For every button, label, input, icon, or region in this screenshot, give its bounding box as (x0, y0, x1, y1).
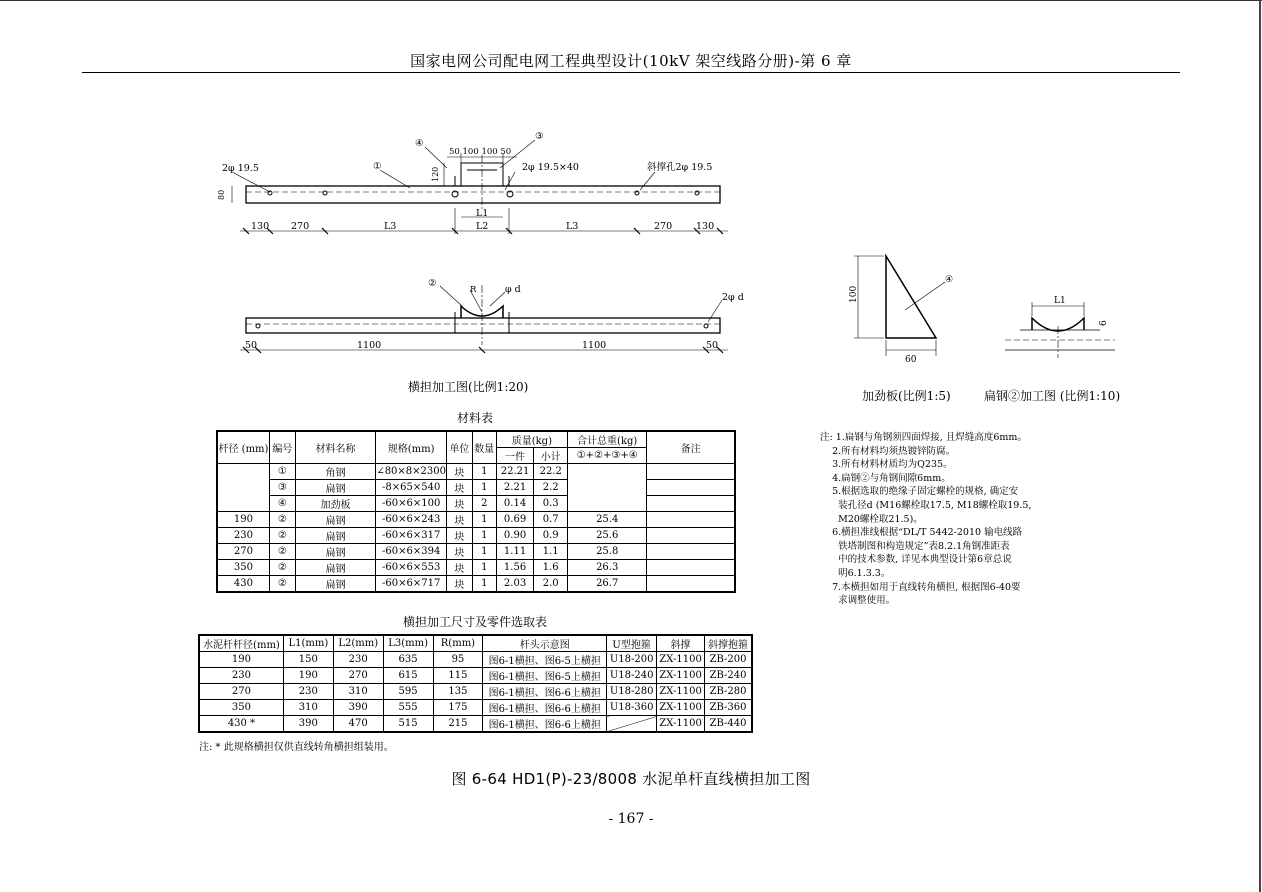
mt-cell: 25.8 (568, 544, 647, 560)
table-row (218, 528, 735, 544)
mt-cell: ② (269, 576, 295, 592)
table-row (200, 668, 752, 684)
label-dim-120: 120 (431, 166, 440, 182)
st-cell: 图6-1横担、图6-6上横担 (483, 684, 607, 700)
mt-cell: -60×6×717 (376, 576, 447, 592)
st-cell: 270 (333, 668, 383, 684)
mt-cell: 2.03 (496, 576, 534, 592)
mt-cell: 1 (472, 480, 496, 496)
label-r: R (470, 285, 477, 295)
st-cell: U18-200 (607, 652, 657, 668)
mt-cell: 190 (218, 512, 270, 528)
table-row (218, 576, 735, 592)
mt-h-mass: 质量(kg) (496, 432, 567, 448)
mt-cell: 扁钢 (295, 512, 376, 528)
table-row (218, 512, 735, 528)
mt-remark (647, 576, 735, 592)
st-h-r: R(mm) (433, 636, 483, 652)
mt-cell: 块 (447, 496, 473, 512)
st-h-head: 杆头示意图 (483, 636, 607, 652)
mt-cell: -60×6×553 (376, 560, 447, 576)
st-cell: 图6-1横担、图6-5上横担 (483, 652, 607, 668)
mt-cell: 26.3 (568, 560, 647, 576)
mt-h-total: 合计总重(kg) (568, 432, 647, 448)
mt-cell: 1 (472, 560, 496, 576)
label-brace-hole: 斜撑孔2φ 19.5 (647, 162, 713, 173)
table-row (200, 716, 752, 732)
material-table-title: 材料表 (456, 411, 493, 425)
mt-cell: 1 (472, 512, 496, 528)
mt-cell: 1 (472, 576, 496, 592)
st-cell: 515 (383, 716, 433, 732)
st-cell: 215 (433, 716, 483, 732)
mt-cell: 0.90 (496, 528, 534, 544)
mt-cell: 块 (447, 560, 473, 576)
mt-cell: 230 (218, 528, 270, 544)
st-cell: 230 (283, 684, 333, 700)
stiffener-dim-100: 100 (849, 285, 859, 303)
mt-cell: ③ (269, 480, 295, 496)
st-cell: 230 (200, 668, 284, 684)
st-cell: 95 (433, 652, 483, 668)
table-row (218, 480, 735, 496)
mt-cell: 22.21 (496, 464, 534, 480)
st-cell: U18-360 (607, 700, 657, 716)
flat-steel-drawing (1000, 290, 1120, 360)
mt-cell: 扁钢 (295, 576, 376, 592)
label-callout-1: ① (373, 161, 382, 172)
mt-remark (647, 544, 735, 560)
page-header-title: 国家电网公司配电网工程典型设计(10kV 架空线路分册)-第 6 章 (410, 52, 852, 70)
st-cell: 230 (333, 652, 383, 668)
st-cell: 350 (200, 700, 284, 716)
mt-cell: ② (269, 544, 295, 560)
mt-cell: 1 (472, 464, 496, 480)
st-cell: ZX-1100 (657, 716, 705, 732)
mt-remark (647, 560, 735, 576)
st-cell: 390 (283, 716, 333, 732)
mt-remark (647, 512, 735, 528)
mt-h-mass-sub: 小计 (534, 448, 568, 464)
bottom-view-beam (246, 285, 720, 345)
st-cell: ZB-280 (705, 684, 752, 700)
st-cell: ZX-1100 (657, 668, 705, 684)
mt-h-no: 编号 (269, 432, 295, 464)
mt-cell: 430 (218, 576, 270, 592)
mt-cell: 2.0 (534, 576, 568, 592)
st-cell: 115 (433, 668, 483, 684)
mt-cell: -60×6×317 (376, 528, 447, 544)
label-callout-4: ④ (415, 138, 424, 149)
st-h-l2: L2(mm) (333, 636, 383, 652)
mt-cell: ② (269, 528, 295, 544)
mt-cell: 块 (447, 512, 473, 528)
st-cell: 595 (383, 684, 433, 700)
mt-h-spec: 规格(mm) (376, 432, 447, 464)
mt-cell: 块 (447, 480, 473, 496)
mt-cell: 块 (447, 464, 473, 480)
mt-remark (647, 480, 735, 496)
st-cell: ZB-200 (705, 652, 752, 668)
st-cell: ZX-1100 (657, 700, 705, 716)
table-row (200, 684, 752, 700)
stiffener-callout: ④ (945, 275, 954, 285)
selection-table (199, 635, 752, 732)
note-line: 铁塔制图和构造规定”表8.2.1角钢准距表 (820, 540, 1010, 552)
st-cell: 270 (200, 684, 284, 700)
mt-cell: 1 (472, 544, 496, 560)
label-l2: L2 (476, 221, 489, 232)
material-table (217, 431, 735, 592)
mt-cell: 350 (218, 560, 270, 576)
label-hole-mid: 2φ 19.5×40 (522, 162, 579, 173)
mt-blank-dia (218, 464, 270, 512)
mt-cell: ④ (269, 496, 295, 512)
note-line: 3.所有材料材质均为Q235。 (820, 459, 953, 471)
mt-remark (647, 528, 735, 544)
mt-cell: ∠80×8×2300 (376, 464, 447, 480)
st-cell: 310 (333, 684, 383, 700)
label-d50-left: 50 (245, 340, 258, 351)
st-cell: 310 (283, 700, 333, 716)
label-d1100-right: 1100 (582, 340, 607, 351)
label-top-dims: 50 100 100 50 (449, 147, 512, 157)
mt-cell: 1.56 (496, 560, 534, 576)
st-cell: ZB-440 (705, 716, 752, 732)
st-cell: U18-240 (607, 668, 657, 684)
page-number: - 167 - (608, 811, 654, 827)
st-cell: 135 (433, 684, 483, 700)
note-line: 中的技术参数, 详见本典型设计第6章总说 (820, 554, 1012, 566)
table-row (200, 700, 752, 716)
st-cell: 190 (200, 652, 284, 668)
mt-cell: 0.7 (534, 512, 568, 528)
mt-cell: -8×65×540 (376, 480, 447, 496)
note-line: 明6.1.3.3。 (820, 567, 891, 579)
mt-cell: -60×6×100 (376, 496, 447, 512)
mt-cell: 2 (472, 496, 496, 512)
note-line: 求调整使用。 (820, 595, 896, 607)
mt-h-name: 材料名称 (295, 432, 376, 464)
label-dim-80: 80 (217, 189, 226, 200)
st-h-l3: L3(mm) (383, 636, 433, 652)
mt-cell: ① (269, 464, 295, 480)
mt-cell: 1 (472, 528, 496, 544)
st-h-brace-clamp: 斜撑抱箍 (705, 636, 752, 652)
mt-cell: 0.69 (496, 512, 534, 528)
mt-h-mass-each: 一件 (496, 448, 534, 464)
mt-cell: 1.1 (534, 544, 568, 560)
table-row (218, 496, 735, 512)
label-2phi-d: 2φ d (722, 292, 744, 303)
note-line: 装孔径d (M16螺栓取17.5, M18螺栓取19.5, (820, 499, 1032, 511)
mt-cell: ② (269, 560, 295, 576)
mt-cell: 1.6 (534, 560, 568, 576)
note-line: 5.根据选取的绝缘子固定螺栓的规格, 确定安 (820, 486, 1019, 498)
mt-cell: -60×6×243 (376, 512, 447, 528)
stiffener-dim-60: 60 (905, 355, 917, 365)
st-cell: 635 (383, 652, 433, 668)
note-line: 4.扁钢②与角钢间隙6mm。 (820, 472, 951, 484)
flat-steel-l1: L1 (1054, 296, 1066, 306)
note-line: 2.所有材料均须热镀锌防腐。 (820, 445, 956, 457)
st-cell: 555 (383, 700, 433, 716)
mt-cell: 加劲板 (295, 496, 376, 512)
st-cell: 图6-1横担、图6-5上横担 (483, 668, 607, 684)
mt-h-remark: 备注 (647, 432, 735, 464)
mt-cell: 26.7 (568, 576, 647, 592)
note-line: 6.横担准线根据“DL/T 5442-2010 输电线路 (820, 527, 1023, 539)
stiffener-drawing (845, 250, 985, 370)
note-line: 注: 1.扁钢与角钢须四面焊接, 且焊缝高度6mm。 (820, 432, 1027, 443)
st-h-diameter: 水泥杆杆径(mm) (200, 636, 284, 652)
header-rule (82, 72, 1180, 73)
mt-cell: -60×6×394 (376, 544, 447, 560)
table-row (218, 544, 735, 560)
st-cell: ZB-360 (705, 700, 752, 716)
st-cell: ZX-1100 (657, 684, 705, 700)
crossarm-drawing (200, 125, 760, 355)
label-callout-2: ② (428, 278, 437, 289)
label-d1100-left: 1100 (357, 340, 382, 351)
st-h-u-clamp: U型抱箍 (607, 636, 657, 652)
st-cell: 图6-1横担、图6-6上横担 (483, 700, 607, 716)
st-cell: U18-280 (607, 684, 657, 700)
mt-cell: 角钢 (295, 464, 376, 480)
table-row (200, 652, 752, 668)
label-l3-right: L3 (566, 221, 579, 232)
mt-cell: 扁钢 (295, 560, 376, 576)
flat-steel-dim-6: 6 (1099, 320, 1109, 326)
page-top-border (0, 0, 1262, 1)
mt-remark (647, 464, 735, 480)
label-d130-left: 130 (251, 221, 270, 232)
table-row (218, 560, 735, 576)
mt-cell: 270 (218, 544, 270, 560)
st-cell: 615 (383, 668, 433, 684)
mt-cell: 扁钢 (295, 528, 376, 544)
st-cell: ZB-240 (705, 668, 752, 684)
page-right-border (1259, 0, 1261, 892)
label-d50-right: 50 (706, 340, 719, 351)
selection-table-footnote: 注: * 此规格横担仅供直线转角横担组装用。 (199, 742, 394, 753)
mt-cell: 0.14 (496, 496, 534, 512)
mt-h-unit: 单位 (447, 432, 473, 464)
label-d270-right: 270 (654, 221, 673, 232)
mt-cell: ② (269, 512, 295, 528)
design-notes (820, 431, 1060, 608)
mt-cell: 块 (447, 544, 473, 560)
note-line: 7.本横担如用于直线转角横担, 根据图6-40要 (820, 581, 1021, 593)
mt-cell: 25.6 (568, 528, 647, 544)
mt-remark (647, 496, 735, 512)
st-cell: 190 (283, 668, 333, 684)
st-cell-slashed (607, 716, 657, 732)
label-l1: L1 (476, 208, 489, 219)
label-hole-left: 2φ 19.5 (222, 163, 259, 174)
st-cell: 图6-1横担、图6-6上横担 (483, 716, 607, 732)
st-cell: 390 (333, 700, 383, 716)
st-cell: ZX-1100 (657, 652, 705, 668)
label-callout-3: ③ (535, 131, 544, 142)
mt-cell: 1.11 (496, 544, 534, 560)
st-cell: 430 * (200, 716, 284, 732)
label-phi-d: φ d (505, 284, 521, 295)
mt-h-qty: 数量 (472, 432, 496, 464)
st-cell: 470 (333, 716, 383, 732)
note-line: M20螺栓取21.5)。 (820, 513, 923, 525)
mt-cell: 块 (447, 576, 473, 592)
flat-steel-caption: 扁钢②加工图 (比例1:10) (984, 389, 1121, 403)
st-cell: 175 (433, 700, 483, 716)
table-row (218, 464, 735, 480)
st-h-brace: 斜撑 (657, 636, 705, 652)
mt-cell: 扁钢 (295, 480, 376, 496)
mt-cell: 块 (447, 528, 473, 544)
mt-cell: 0.9 (534, 528, 568, 544)
mt-cell: 2.21 (496, 480, 534, 496)
mt-h-total-sub: ①+②+③+④ (568, 448, 647, 464)
mt-cell: 25.4 (568, 512, 647, 528)
mt-h-diameter: 杆径 (mm) (218, 432, 270, 464)
stiffener-caption: 加劲板(比例1:5) (862, 389, 951, 403)
selection-table-title: 横担加工尺寸及零件选取表 (402, 615, 547, 629)
figure-caption: 图 6-64 HD1(P)-23/8008 水泥单杆直线横担加工图 (451, 770, 811, 788)
label-l3-left: L3 (384, 221, 397, 232)
mt-blank-total (568, 464, 647, 512)
st-cell: 150 (283, 652, 333, 668)
label-d270-left: 270 (291, 221, 310, 232)
mt-cell: 扁钢 (295, 544, 376, 560)
mt-cell: 0.3 (534, 496, 568, 512)
mt-cell: 2.2 (534, 480, 568, 496)
mt-cell: 22.2 (534, 464, 568, 480)
label-d130-right: 130 (696, 221, 715, 232)
st-h-l1: L1(mm) (283, 636, 333, 652)
crossarm-caption: 横担加工图(比例1:20) (408, 380, 529, 394)
